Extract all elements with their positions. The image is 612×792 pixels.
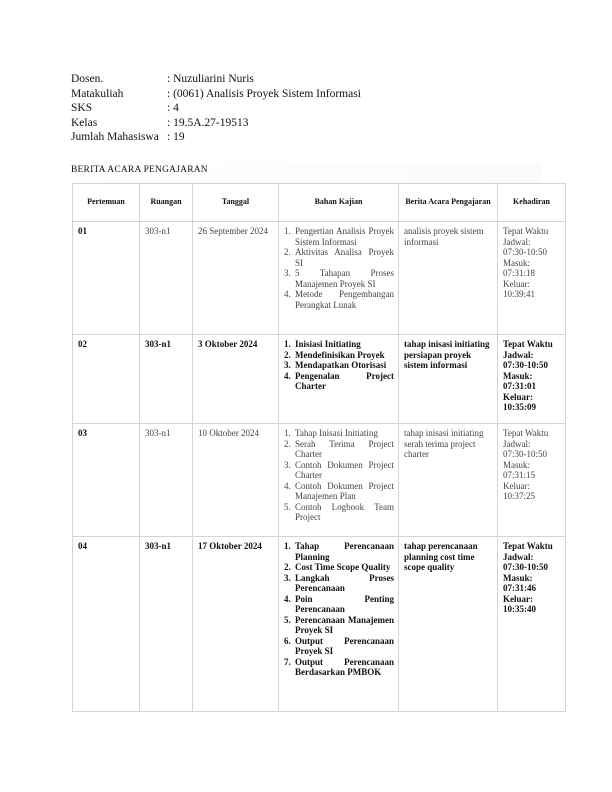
list-item: 2. Serah Terima Project Charter [284, 438, 394, 459]
ruangan-cell: 303-n1 [140, 335, 193, 424]
column-header: Berita Acara Pengajaran [399, 184, 498, 222]
table-row [73, 335, 566, 424]
berita-acara-cell: tahap perencanaan planning cost time scope quality [399, 537, 498, 712]
info-label: Kelas [71, 116, 98, 129]
berita-acara-cell: analisis proyek sistem informasi [399, 222, 498, 335]
list-item: 6. Output Perencanaan Proyek SI [284, 635, 394, 656]
kehadiran-cell: Tepat Waktu Jadwal: 07:30-10:50 Masuk: 07:31:18 Keluar: 10:39:41 [498, 222, 566, 335]
list-item: 4. Poin Penting Perencanaan [284, 593, 394, 614]
list-item: 3. Contoh Dokumen Project Charter [284, 459, 394, 480]
list-item: 1. Tahap Perencanaan Planning [284, 541, 394, 562]
list-item: 5. Perencanaan Manajemen Proyek SI [284, 614, 394, 635]
list-item: 2. Aktivitas Analisa Proyek SI [284, 247, 394, 268]
tanggal-cell: 10 Oktober 2024 [193, 424, 279, 537]
table-row [73, 424, 566, 537]
list-item: 1. Tahap Inisasi Initiating [284, 428, 378, 438]
info-value: : 4 [167, 102, 179, 114]
list-item: 1. Pengertian Analisis Proyek Sistem Informasi [284, 226, 394, 247]
info-value: : 19.5A.27-19513 [167, 116, 249, 129]
berita-acara-cell: tahap inisasi initiating persiapan proyek sistem informasi [399, 335, 498, 424]
list-item: 7. Output Perencanaan Berdasarkan PMBOK [284, 656, 394, 677]
column-header: Tanggal [193, 184, 279, 222]
column-header: Pertemuan [73, 184, 140, 222]
teaching-report-table [72, 183, 566, 712]
table-header-row [73, 184, 566, 222]
info-label: SKS [71, 102, 93, 114]
berita-acara-cell: tahap inisasi initiating serah terima project charter [399, 424, 498, 537]
column-header: Bahan Kajian [279, 184, 399, 222]
pertemuan-cell: 03 [73, 424, 140, 537]
info-label: Jumlah Mahasiswa [71, 131, 159, 143]
list-item: 4. Contoh Dokumen Project Manajemen Plan [284, 480, 394, 501]
pertemuan-cell: 02 [73, 335, 140, 424]
tanggal-cell: 17 Oktober 2024 [193, 537, 279, 712]
pertemuan-cell: 01 [73, 222, 140, 335]
info-row-matakuliah [71, 87, 361, 102]
info-value: : (0061) Analisis Proyek Sistem Informasi [167, 87, 361, 100]
list-item: 5. Contoh Logbook Team Project [284, 501, 394, 522]
table-row [73, 537, 566, 712]
bahan-kajian-cell [279, 222, 399, 335]
kehadiran-cell: Tepat Waktu Jadwal: 07:30-10:50 Masuk: 07:31:01 Keluar: 10:35:09 [498, 335, 566, 424]
ruangan-cell: 303-n1 [140, 537, 193, 712]
tanggal-cell: 3 Oktober 2024 [193, 335, 279, 424]
list-item: 4. Pengenalan Project Charter [284, 370, 394, 391]
list-item: 2. Cost Time Scope Quality [284, 562, 391, 572]
info-row-dosen [71, 72, 361, 87]
kehadiran-cell: Tepat Waktu Jadwal: 07:30-10:50 Masuk: 07:31:15 Keluar: 10:37:25 [498, 424, 566, 537]
pertemuan-cell: 04 [73, 537, 140, 712]
info-value: : Nuzuliarini Nuris [167, 73, 254, 85]
list-item: 1. Inisiasi Initiating [284, 339, 361, 349]
bahan-kajian-cell [279, 424, 399, 537]
list-item: 4. Metode Pengembangan Perangkat Lunak [284, 289, 394, 310]
column-header: Kehadiran [498, 184, 566, 222]
list-item: 3. Mendapatkan Otorisasi [284, 360, 387, 370]
info-label: Matakuliah [71, 87, 124, 100]
table-row [73, 222, 566, 335]
info-row-sks [71, 101, 361, 116]
info-row-jumlah-mahasiswa [71, 130, 361, 145]
info-label: Dosen. [71, 73, 104, 85]
column-header: Ruangan [140, 184, 193, 222]
tanggal-cell: 26 September 2024 [193, 222, 279, 335]
kehadiran-cell: Tepat Waktu Jadwal: 07:30-10:50 Masuk: 07:31:46 Keluar: 10:35:40 [498, 537, 566, 712]
section-title: BERITA ACARA PENGAJARAN [71, 163, 541, 183]
course-info [71, 72, 361, 145]
list-item: 2. Mendefinisikan Proyek [284, 349, 385, 360]
list-item: 3. Langkah Proses Perencanaan [284, 572, 394, 593]
bahan-kajian-cell [279, 335, 399, 424]
list-item: 3. 5 Tahapan Proses Manajemen Proyek SI [284, 268, 394, 289]
bahan-kajian-cell [279, 537, 399, 712]
ruangan-cell: 303-n1 [140, 424, 193, 537]
info-value: : 19 [167, 131, 185, 143]
ruangan-cell: 303-n1 [140, 222, 193, 335]
info-row-kelas [71, 116, 361, 131]
